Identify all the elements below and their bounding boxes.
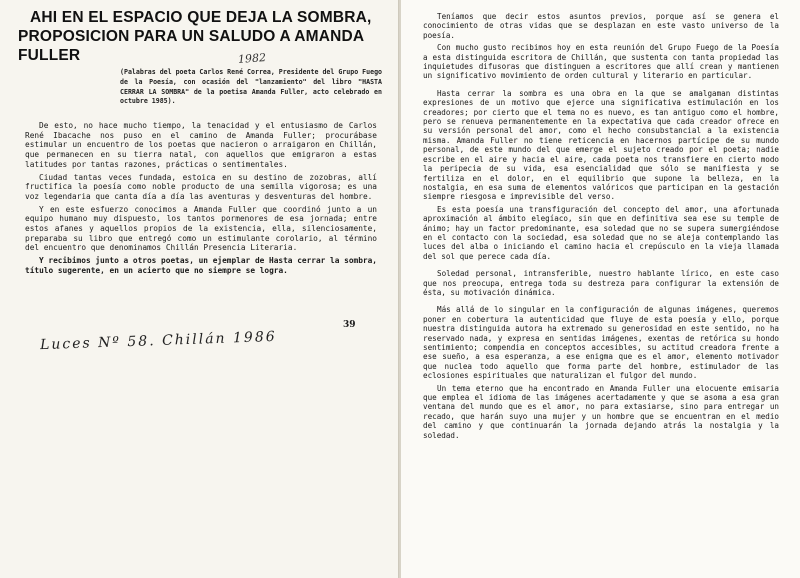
headline-line-2: PROPOSICION PARA UN SALUDO A AMANDA FULLER xyxy=(18,28,364,64)
article-headline xyxy=(18,8,373,65)
handwritten-year: 1982 xyxy=(237,51,267,66)
right-paragraph-1: Teníamos que decir estos asuntos previos, porque así se genera el conocimiento de otras vidas que se desplazan en este vasto universo de la poesía. xyxy=(423,12,779,40)
right-paragraph-7: Un tema eterno que ha encontrado en Amanda Fuller una elocuente emisaria que emplea el idioma de las imágenes acertadamente y que se asoma a esa gran ventana del mundo que es el amor, no para extasiarse, sino para entregar un recado, que harán suyo una mujer y un hombre que se encuentran en el medio del camino y que continuarán la jornada dejando atrás la nostalgia y la soledad. xyxy=(423,383,779,440)
left-paragraph-3: Y en este esfuerzo conocimos a Amanda Fuller que coordinó junto a un equipo humano muy dispuesto, los tantos pormenores de esa jornada; entre estos afanes y aquellos propios de la existencia, ella, silenciosamente, preparaba su libro que entregó como un estimulante corolario, al término del encuentro que denominamos Chillán Presencia Literaria. xyxy=(25,204,377,253)
right-paragraph-4: Es esta poesía una transfiguración del concepto del amor, una afortunada aproximación al ámbito elegíaco, sin que en definitiva sea ese su temple de ánimo; hay un factor predominante, esa soledad que no se supera sumergiéndose en el contacto con la sociedad, esa soledad que no se aleja contemplando las luces del alba o iniciando el camino hacia el crepúsculo en la vieja llamada del sol que perece cada día. xyxy=(423,204,779,261)
right-paragraph-2: Con mucho gusto recibimos hoy en esta reunión del Grupo Fuego de la Poesía a esta distinguida escritora de Chillán, que sustenta con tanta propiedad las inquietudes difusoras que distinguen a escritores que allí crean y mantienen un significativo movimiento de orden cultural y literario en particular. xyxy=(423,43,779,81)
right-paragraph-6: Más allá de lo singular en la configuración de algunas imágenes, queremos poner en cobertura la autenticidad que fluye de esta poesía y ello, porque nuestra distinguida autora ha extremado su generosidad en este sentido, no ha reservado nada, y expresa en sentidas imágenes, exentas de retórica su hondo sentimiento; compendia en conceptos accesibles, su actitud creadora frente a ese sueño, a esa esperanza, a ese enigma que es el amor, elemento motivador que nuclea todo aquello que forma parte del hombre, estimulador de las eclosiones espirituales que naturalizan el fulgor del mundo. xyxy=(423,305,779,381)
left-column-body xyxy=(25,121,377,279)
article-caption: (Palabras del poeta Carlos René Correa, Presidente del Grupo Fuego de la Poesía, con ocasión del "lanzamiento" del libro "HASTA CERRAR LA SOMBRA" de la poetisa Amanda Fuller, acto celebrado en octubre 1985). xyxy=(120,68,383,106)
right-paragraph-3: Hasta cerrar la sombra es una obra en la que se amalgaman distintas expresiones de un motivo que ejerce una significativa estimulación en los creadores; por cierto que el tema no es nuevo, es tan antiguo como el hombre, pero se renueva permanentemente en la expectativa que cada creador ofrece en su versión personal del amor, como el hecho consubstancial a la existencia misma. Amanda Fuller no tiene reticencia en hacernos partícipe de su mundo personal, de este mundo del que emerge el sujeto creado por el poeta; nadie escribe en el aire y hacia el aire, cada poeta nos transfiere en cierto modo la peripecia de su vida, esa esencialidad que sólo se manifiesta y se fertiliza en el dolor, en el equilibrio que supone la belleza, en la nostalgia, en esa suma de elementos valóricos que participan en la gestación siempre riesgosa e imprevisible del verso. xyxy=(423,88,779,202)
right-page xyxy=(400,0,800,578)
headline-line-1: AHI EN EL ESPACIO QUE DEJA LA SOMBRA, xyxy=(30,9,372,26)
handwritten-source-note: Luces Nº 58. Chillán 1986 xyxy=(39,328,277,354)
right-column-body xyxy=(423,12,779,443)
left-paragraph-1: De esto, no hace mucho tiempo, la tenacidad y el entusiasmo de Carlos René Ibacache nos puso en el camino de Amanda Fuller; procurábase estimular un encuentro de los poetas que nacieron o arraigaron en Chillán, que permanecen en su tierra natal, con aquellos que emigraron a estas latitudes por tantas razones, prácticas o sentimentales. xyxy=(25,121,377,169)
right-paragraph-5: Soledad personal, intransferible, nuestro hablante lírico, en este caso que nos preocupa, entrega toda su destreza para configurar la extensión de ésta, su motivación dinámica. xyxy=(423,269,779,297)
left-paragraph-2: Ciudad tantas veces fundada, estoica en su destino de zozobras, allí fructifica la poesía como noble producto de una semilla vigorosa; es una voz legendaria que canta día a día las aventuras y desventuras del hombre. xyxy=(25,172,377,201)
left-paragraph-4: Y recibimos junto a otros poetas, un ejemplar de Hasta cerrar la sombra, título sugerente, en un acierto que no siempre se logra. xyxy=(25,256,377,275)
page-number: 39 xyxy=(343,320,356,330)
